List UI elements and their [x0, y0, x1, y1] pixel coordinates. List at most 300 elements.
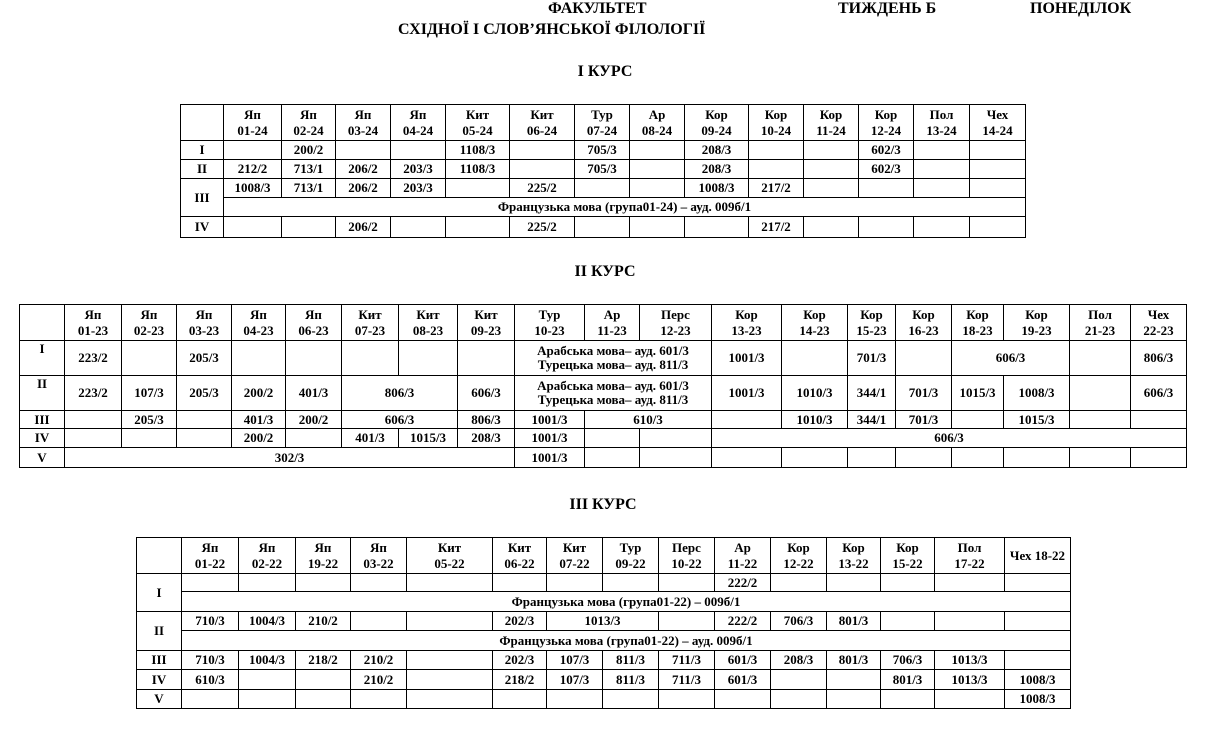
group-header: Яп 04-23 — [232, 305, 286, 341]
faculty-subtitle: СХІДНОЇ І СЛОВ’ЯНСЬКОЇ ФІЛОЛОГІЇ — [398, 21, 706, 38]
room-cell: 713/1 — [282, 179, 336, 198]
room-cell — [896, 341, 952, 376]
room-cell — [446, 217, 510, 238]
room-cell: 601/3 — [715, 651, 771, 670]
room-cell: 223/2 — [65, 376, 122, 411]
room-cell — [804, 141, 859, 160]
room-cell: 1108/3 — [446, 141, 510, 160]
room-cell — [935, 690, 1005, 709]
room-cell — [771, 670, 827, 690]
room-cell: 1008/3 — [1005, 670, 1071, 690]
room-cell — [446, 179, 510, 198]
room-cell — [881, 690, 935, 709]
group-header: Пол 13-24 — [914, 105, 970, 141]
week-label: ТИЖДЕНЬ Б — [838, 0, 937, 17]
room-cell — [585, 429, 640, 448]
room-cell — [1005, 574, 1071, 592]
course-3-row-pair-1 — [137, 574, 1071, 592]
group-header: Яп 03-23 — [177, 305, 232, 341]
room-cell — [630, 179, 685, 198]
room-cell: 1001/3 — [515, 411, 585, 429]
room-cell — [771, 574, 827, 592]
room-cell: 1015/3 — [952, 376, 1004, 411]
room-cell: 1001/3 — [515, 429, 585, 448]
group-header: Кит 08-23 — [399, 305, 458, 341]
room-cell — [1070, 411, 1131, 429]
room-cell — [1070, 376, 1131, 411]
faculty-title: ФАКУЛЬТЕТ — [548, 0, 647, 17]
course-2-header-row — [20, 305, 1187, 341]
room-cell: 806/3 — [1131, 341, 1187, 376]
room-cell — [896, 448, 952, 468]
room-cell — [782, 448, 848, 468]
room-cell — [224, 141, 282, 160]
room-cell: 202/3 — [493, 612, 547, 631]
room-cell: 200/2 — [286, 411, 342, 429]
room-cell — [970, 217, 1026, 238]
room-cell: 208/3 — [458, 429, 515, 448]
room-cell: 606/3 — [342, 411, 458, 429]
room-cell: 610/3 — [182, 670, 239, 690]
group-header: Кит 05-22 — [407, 538, 493, 574]
group-header: Кит 06-24 — [510, 105, 575, 141]
room-cell: 205/3 — [177, 376, 232, 411]
room-cell: 200/2 — [232, 376, 286, 411]
room-cell: 1004/3 — [239, 651, 296, 670]
room-cell — [970, 160, 1026, 179]
room-cell — [232, 341, 286, 376]
pair-number: ІІ — [20, 376, 65, 411]
room-cell: 701/3 — [848, 341, 896, 376]
room-cell — [391, 217, 446, 238]
room-cell — [804, 179, 859, 198]
pair-number: V — [137, 690, 182, 709]
pair-number: ІІІ — [20, 411, 65, 429]
room-cell: 401/3 — [286, 376, 342, 411]
room-cell — [296, 670, 351, 690]
room-cell: 606/3 — [1131, 376, 1187, 411]
course-3-table — [136, 537, 1071, 709]
group-header: Яп 02-23 — [122, 305, 177, 341]
room-cell — [182, 574, 239, 592]
room-cell — [122, 341, 177, 376]
room-cell: 107/3 — [122, 376, 177, 411]
room-cell — [771, 690, 827, 709]
pair-number: ІV — [137, 670, 182, 690]
room-cell — [749, 141, 804, 160]
room-cell: 222/2 — [715, 612, 771, 631]
group-header: Кор 19-23 — [1004, 305, 1070, 341]
oriental-language-note: Арабська мова– ауд. 601/3 Турецька мова– ауд. 811/3 — [515, 376, 712, 411]
room-cell — [914, 141, 970, 160]
room-cell — [712, 448, 782, 468]
room-cell — [391, 141, 446, 160]
group-header: Кор 12-24 — [859, 105, 914, 141]
room-cell — [296, 690, 351, 709]
room-cell — [407, 690, 493, 709]
room-cell: 801/3 — [881, 670, 935, 690]
room-cell — [224, 217, 282, 238]
room-cell — [351, 574, 407, 592]
room-cell — [493, 574, 547, 592]
pair-number: І — [137, 574, 182, 612]
room-cell — [282, 217, 336, 238]
room-cell — [859, 217, 914, 238]
room-cell: 601/3 — [715, 670, 771, 690]
room-cell: 811/3 — [603, 651, 659, 670]
french-language-note: Французька мова (група01-22) – ауд. 009б/1 — [182, 631, 1071, 651]
group-header: Кор 10-24 — [749, 105, 804, 141]
room-cell — [640, 448, 712, 468]
room-cell: 217/2 — [749, 217, 804, 238]
room-cell: 706/3 — [881, 651, 935, 670]
room-cell: 1015/3 — [399, 429, 458, 448]
course-3-french-row-1 — [137, 592, 1071, 612]
room-cell — [585, 448, 640, 468]
room-cell: 701/3 — [896, 376, 952, 411]
group-header: Ар 08-24 — [630, 105, 685, 141]
group-header: Кит 09-23 — [458, 305, 515, 341]
room-cell — [575, 179, 630, 198]
room-cell: 202/3 — [493, 651, 547, 670]
group-header: Перс 10-22 — [659, 538, 715, 574]
course-2-row-pair-5 — [20, 448, 1187, 468]
room-cell — [715, 690, 771, 709]
room-cell — [1070, 448, 1131, 468]
pair-number: І — [20, 341, 65, 376]
room-cell: 806/3 — [342, 376, 458, 411]
room-cell: 205/3 — [122, 411, 177, 429]
pair-number: ІІ — [137, 612, 182, 651]
room-cell: 705/3 — [575, 160, 630, 179]
pair-number: ІІ — [181, 160, 224, 179]
course-3-header-row — [137, 538, 1071, 574]
room-cell: 806/3 — [458, 411, 515, 429]
room-cell — [827, 574, 881, 592]
room-cell — [239, 690, 296, 709]
group-header: Кор 12-22 — [771, 538, 827, 574]
room-cell: 223/2 — [65, 341, 122, 376]
room-cell — [804, 160, 859, 179]
room-cell — [970, 141, 1026, 160]
corner-cell — [181, 105, 224, 141]
course-2-table — [19, 304, 1187, 468]
room-cell — [547, 574, 603, 592]
room-cell: 705/3 — [575, 141, 630, 160]
room-cell: 711/3 — [659, 670, 715, 690]
room-cell — [351, 612, 407, 631]
course-2-row-pair-4 — [20, 429, 1187, 448]
room-cell — [1070, 341, 1131, 376]
room-cell: 1013/3 — [547, 612, 659, 631]
course-1-title: І КУРС — [577, 63, 633, 80]
room-cell: 801/3 — [827, 651, 881, 670]
room-cell — [749, 160, 804, 179]
room-cell — [1005, 612, 1071, 631]
course-1-header-row — [181, 105, 1026, 141]
room-cell: 203/3 — [391, 179, 446, 198]
room-cell: 218/2 — [296, 651, 351, 670]
room-cell — [458, 341, 515, 376]
room-cell — [848, 448, 896, 468]
course-2-row-pair-2 — [20, 376, 1187, 411]
room-cell: 222/2 — [715, 574, 771, 592]
room-cell — [881, 612, 935, 631]
room-cell: 1108/3 — [446, 160, 510, 179]
room-cell — [630, 217, 685, 238]
room-cell — [630, 160, 685, 179]
group-header: Кор 13-22 — [827, 538, 881, 574]
room-cell: 210/2 — [296, 612, 351, 631]
room-cell: 1008/3 — [685, 179, 749, 198]
group-header: Яп 02-24 — [282, 105, 336, 141]
room-cell — [630, 141, 685, 160]
room-cell — [1131, 411, 1187, 429]
room-cell: 200/2 — [232, 429, 286, 448]
group-header: Ар 11-23 — [585, 305, 640, 341]
pair-number: V — [20, 448, 65, 468]
room-cell: 218/2 — [493, 670, 547, 690]
course-3-row-pair-4 — [137, 670, 1071, 690]
course-3-row-pair-2 — [137, 612, 1071, 631]
course-1-row-pair-2 — [181, 160, 1026, 179]
group-header: Яп 19-22 — [296, 538, 351, 574]
group-header: Яп 03-24 — [336, 105, 391, 141]
room-cell: 610/3 — [585, 411, 712, 429]
room-cell: 706/3 — [771, 612, 827, 631]
room-cell — [177, 429, 232, 448]
room-cell: 606/3 — [458, 376, 515, 411]
group-header: Кит 07-22 — [547, 538, 603, 574]
room-cell — [881, 574, 935, 592]
room-cell — [1131, 448, 1187, 468]
room-cell — [914, 217, 970, 238]
room-cell — [336, 141, 391, 160]
room-cell: 206/2 — [336, 217, 391, 238]
room-cell: 208/3 — [685, 160, 749, 179]
room-cell — [399, 341, 458, 376]
group-header: Яп 02-22 — [239, 538, 296, 574]
room-cell: 1015/3 — [1004, 411, 1070, 429]
room-cell — [177, 411, 232, 429]
french-language-note: Французька мова (група01-24) – ауд. 009б/1 — [224, 198, 1026, 217]
group-header: Чех 14-24 — [970, 105, 1026, 141]
pair-number: ІV — [181, 217, 224, 238]
corner-cell — [137, 538, 182, 574]
course-1-french-row — [181, 198, 1026, 217]
group-header: Пол 21-23 — [1070, 305, 1131, 341]
group-header: Тур 07-24 — [575, 105, 630, 141]
group-header: Яп 01-22 — [182, 538, 239, 574]
room-cell: 302/3 — [65, 448, 515, 468]
room-cell: 1001/3 — [515, 448, 585, 468]
room-cell: 210/2 — [351, 651, 407, 670]
room-cell — [510, 160, 575, 179]
room-cell — [952, 411, 1004, 429]
room-cell — [640, 429, 712, 448]
group-header: Кор 13-23 — [712, 305, 782, 341]
room-cell — [804, 217, 859, 238]
room-cell — [547, 690, 603, 709]
room-cell: 801/3 — [827, 612, 881, 631]
course-1-row-pair-4 — [181, 217, 1026, 238]
room-cell: 203/3 — [391, 160, 446, 179]
course-3-row-pair-3 — [137, 651, 1071, 670]
room-cell — [407, 574, 493, 592]
room-cell — [914, 160, 970, 179]
course-2-row-pair-1 — [20, 341, 1187, 376]
room-cell — [659, 690, 715, 709]
room-cell: 107/3 — [547, 670, 603, 690]
room-cell — [935, 574, 1005, 592]
room-cell: 206/2 — [336, 179, 391, 198]
room-cell — [659, 574, 715, 592]
room-cell — [351, 690, 407, 709]
room-cell: 208/3 — [771, 651, 827, 670]
room-cell — [970, 179, 1026, 198]
room-cell: 602/3 — [859, 160, 914, 179]
room-cell: 1008/3 — [224, 179, 282, 198]
room-cell: 1001/3 — [712, 341, 782, 376]
room-cell — [286, 341, 342, 376]
group-header: Кор 15-23 — [848, 305, 896, 341]
room-cell — [1004, 448, 1070, 468]
room-cell: 225/2 — [510, 217, 575, 238]
course-1-row-pair-1 — [181, 141, 1026, 160]
room-cell — [65, 429, 122, 448]
group-header: Тур 09-22 — [603, 538, 659, 574]
room-cell: 1008/3 — [1004, 376, 1070, 411]
room-cell — [407, 651, 493, 670]
room-cell — [65, 411, 122, 429]
group-header: Чех 22-23 — [1131, 305, 1187, 341]
french-language-note: Французька мова (група01-22) – 009б/1 — [182, 592, 1071, 612]
room-cell — [122, 429, 177, 448]
room-cell — [1005, 651, 1071, 670]
room-cell: 344/1 — [848, 376, 896, 411]
room-cell — [827, 670, 881, 690]
room-cell: 205/3 — [177, 341, 232, 376]
room-cell: 212/2 — [224, 160, 282, 179]
room-cell — [286, 429, 342, 448]
room-cell: 208/3 — [685, 141, 749, 160]
course-2-title: ІІ КУРС — [574, 263, 636, 280]
group-header: Кит 07-23 — [342, 305, 399, 341]
group-header: Яп 04-24 — [391, 105, 446, 141]
group-header: Кор 18-23 — [952, 305, 1004, 341]
course-1-table — [180, 104, 1026, 238]
group-header: Перс 12-23 — [640, 305, 712, 341]
day-label: ПОНЕДІЛОК — [1030, 0, 1132, 17]
group-header: Тур 10-23 — [515, 305, 585, 341]
room-cell — [407, 670, 493, 690]
room-cell: 711/3 — [659, 651, 715, 670]
room-cell — [296, 574, 351, 592]
room-cell: 217/2 — [749, 179, 804, 198]
room-cell: 401/3 — [232, 411, 286, 429]
course-1-row-pair-3 — [181, 179, 1026, 198]
room-cell: 1010/3 — [782, 376, 848, 411]
group-header: Пол 17-22 — [935, 538, 1005, 574]
room-cell: 713/1 — [282, 160, 336, 179]
group-header: Кор 11-24 — [804, 105, 859, 141]
room-cell: 1013/3 — [935, 651, 1005, 670]
course-2-row-pair-3 — [20, 411, 1187, 429]
room-cell: 701/3 — [896, 411, 952, 429]
room-cell: 206/2 — [336, 160, 391, 179]
course-3-title: ІІІ КУРС — [569, 496, 637, 513]
group-header: Кит 05-24 — [446, 105, 510, 141]
room-cell — [603, 690, 659, 709]
oriental-language-note: Арабська мова– ауд. 601/3 Турецька мова– ауд. 811/3 — [515, 341, 712, 376]
room-cell — [603, 574, 659, 592]
room-cell — [914, 179, 970, 198]
group-header: Чех 18-22 — [1005, 538, 1071, 574]
room-cell: 200/2 — [282, 141, 336, 160]
pair-number: ІІІ — [137, 651, 182, 670]
room-cell: 210/2 — [351, 670, 407, 690]
room-cell: 602/3 — [859, 141, 914, 160]
group-header: Кор 14-23 — [782, 305, 848, 341]
room-cell: 1004/3 — [239, 612, 296, 631]
room-cell — [493, 690, 547, 709]
room-cell: 1008/3 — [1005, 690, 1071, 709]
course-3-row-pair-5 — [137, 690, 1071, 709]
room-cell — [712, 411, 782, 429]
room-cell — [827, 690, 881, 709]
room-cell: 710/3 — [182, 612, 239, 631]
room-cell — [659, 612, 715, 631]
group-header: Кор 16-23 — [896, 305, 952, 341]
room-cell: 401/3 — [342, 429, 399, 448]
room-cell — [182, 690, 239, 709]
room-cell — [239, 670, 296, 690]
group-header: Кор 09-24 — [685, 105, 749, 141]
group-header: Яп 06-23 — [286, 305, 342, 341]
pair-number: ІІІ — [181, 179, 224, 217]
room-cell — [510, 141, 575, 160]
room-cell: 107/3 — [547, 651, 603, 670]
room-cell — [859, 179, 914, 198]
room-cell: 606/3 — [712, 429, 1187, 448]
room-cell: 811/3 — [603, 670, 659, 690]
room-cell — [782, 341, 848, 376]
group-header: Яп 01-24 — [224, 105, 282, 141]
room-cell — [935, 612, 1005, 631]
room-cell — [952, 448, 1004, 468]
room-cell — [239, 574, 296, 592]
room-cell — [575, 217, 630, 238]
room-cell: 1013/3 — [935, 670, 1005, 690]
room-cell — [407, 612, 493, 631]
group-header: Кит 06-22 — [493, 538, 547, 574]
room-cell: 1010/3 — [782, 411, 848, 429]
room-cell: 606/3 — [952, 341, 1070, 376]
room-cell — [685, 217, 749, 238]
room-cell — [342, 341, 399, 376]
pair-number: І — [181, 141, 224, 160]
group-header: Яп 03-22 — [351, 538, 407, 574]
group-header: Ар 11-22 — [715, 538, 771, 574]
course-3-french-row-2 — [137, 631, 1071, 651]
room-cell: 710/3 — [182, 651, 239, 670]
room-cell: 344/1 — [848, 411, 896, 429]
room-cell: 1001/3 — [712, 376, 782, 411]
corner-cell — [20, 305, 65, 341]
pair-number: ІV — [20, 429, 65, 448]
group-header: Яп 01-23 — [65, 305, 122, 341]
room-cell: 225/2 — [510, 179, 575, 198]
